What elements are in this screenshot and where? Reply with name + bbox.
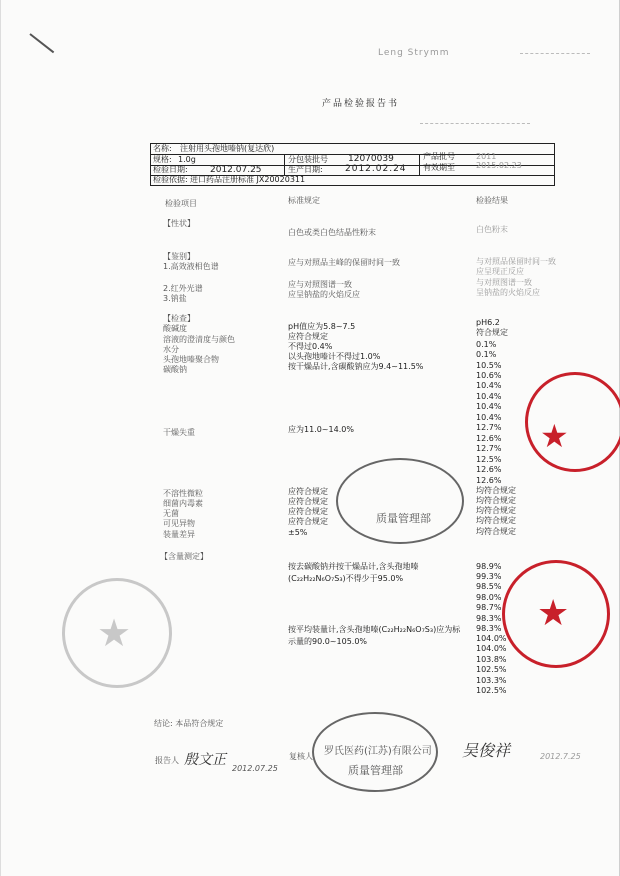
id-std-0: 应与对照品主峰的保留时间一致 <box>288 258 400 267</box>
check-std-4: 按干燥品计,含碳酸钠应为9.4~11.5% <box>288 362 424 371</box>
assay-res2-3: 103.8% <box>476 655 507 664</box>
date-label: 检验日期: <box>153 165 188 174</box>
assay-res2-4: 102.5% <box>476 665 507 674</box>
other-item-2: 无菌 <box>163 509 179 518</box>
approver-signature: 吴俊祥 <box>462 741 511 760</box>
check-res-1: 符合规定 <box>476 328 508 337</box>
reporter-date: 2012.07.25 <box>232 764 278 773</box>
other-res-4: 均符合规定 <box>476 527 516 536</box>
check-std-2: 不得过0.4% <box>288 342 333 351</box>
standard-value: 进口药品注册标准 JX20020311 <box>190 175 306 184</box>
report-no-line <box>420 123 530 124</box>
red-stamp-right-mid: ★ <box>502 560 610 668</box>
company-top: Leng Strymm <box>378 48 450 58</box>
carbonate-res-4: 10.4% <box>476 413 502 422</box>
id-res-2: 呈钠盐的火焰反应 <box>476 288 540 297</box>
conclusion: 结论: 本品符合规定 <box>154 719 224 728</box>
assay-res1-0: 98.9% <box>476 562 502 571</box>
batch-label: 分包装批号 <box>288 155 328 164</box>
assay-std2: 按平均装量计,含头孢地嗪(C₂₂H₂₂N₆O₇S₃)应为标 <box>288 625 461 634</box>
reporter-label: 报告人 <box>155 756 179 765</box>
other-res-2: 均符合规定 <box>476 506 516 515</box>
col-standard: 标准规定 <box>288 196 320 205</box>
assay-res1-3: 98.0% <box>476 593 502 602</box>
other-item-0: 不溶性微粒 <box>163 489 203 498</box>
carbonate-res-1: 10.4% <box>476 381 502 390</box>
standard-label: 检验依据: <box>153 175 188 184</box>
assay-res2-0: 98.3% <box>476 624 502 633</box>
id-item-1: 2.红外光谱 <box>163 284 203 293</box>
check-res-0: pH6.2 <box>476 318 500 327</box>
check-item-1: 溶液的澄清度与颜色 <box>163 335 235 344</box>
section-assay: 【含量测定】 <box>160 552 208 561</box>
section-appearance: 【性状】 <box>163 219 195 228</box>
date-value: 2012.07.25 <box>210 165 262 175</box>
other-item-4: 装量差异 <box>163 530 195 539</box>
id-item-2: 3.钠盐 <box>163 294 187 303</box>
carbonate-res-3: 10.4% <box>476 402 502 411</box>
section-identification: 【鉴别】 <box>163 252 195 261</box>
id-item-0: 1.高效液相色谱 <box>163 262 219 271</box>
section-inspection: 【检查】 <box>163 314 195 323</box>
spec-value: 1.0g <box>178 155 196 164</box>
other-res-3: 均符合规定 <box>476 516 516 525</box>
assay-res1-1: 99.3% <box>476 572 502 581</box>
id-res-0: 与对照品保留时间一致 <box>476 257 556 266</box>
other-res-0: 均符合规定 <box>476 486 516 495</box>
check-item-3: 头孢地嗪聚合物 <box>163 355 219 364</box>
gray-stamp-center: 质量管理部 <box>336 458 464 544</box>
assay-res2-1: 104.0% <box>476 634 507 643</box>
prod-date-label: 生产日期: <box>288 165 323 174</box>
check-res-3: 0.1% <box>476 350 497 359</box>
appearance-std: 白色或类白色结晶性粉末 <box>288 228 376 237</box>
name-label: 名称: <box>153 144 172 153</box>
other-std-2: 应符合规定 <box>288 507 328 516</box>
assay-std1: 按去碳酸钠并按干燥品计,含头孢地嗪 <box>288 562 419 571</box>
id-std-2: 应呈钠盐的火焰反应 <box>288 290 360 299</box>
other-res-1: 均符合规定 <box>476 496 516 505</box>
assay-res1-5: 98.3% <box>476 614 502 623</box>
other-item-3: 可见异物 <box>163 519 195 528</box>
assay-res2-2: 104.0% <box>476 644 507 653</box>
assay-res1-2: 98.5% <box>476 582 502 591</box>
reporter-signature: 殷文正 <box>184 752 226 768</box>
drying-res-4: 12.6% <box>476 465 502 474</box>
spec-label: 规格: <box>153 155 172 164</box>
assay-res1-4: 98.7% <box>476 603 502 612</box>
drying-res-0: 12.7% <box>476 423 502 432</box>
check-item-0: 酸碱度 <box>163 324 187 333</box>
approver-date: 2012.7.25 <box>540 752 581 761</box>
drying-res-1: 12.6% <box>476 434 502 443</box>
col-result: 检验结果 <box>476 196 508 205</box>
assay-std2b: 示量的90.0~105.0% <box>288 637 368 646</box>
report-title: 产品检验报告书 <box>322 99 400 109</box>
check-std-1: 应符合规定 <box>288 332 328 341</box>
other-std-3: 应符合规定 <box>288 517 328 526</box>
assay-res2-6: 102.5% <box>476 686 507 695</box>
gray-stamp-bottom: 罗氏医药(江苏)有限公司 质量管理部 <box>312 712 438 792</box>
check-item-2: 水分 <box>163 345 179 354</box>
id-res-extra: 应呈现正反应 <box>476 267 524 276</box>
appearance-res: 白色粉末 <box>476 225 508 234</box>
reviewer-label: 复核人 <box>289 752 313 761</box>
qty-value: 2011 <box>476 152 497 161</box>
expiry-value: 2015.02.23 <box>476 161 522 170</box>
top-dash <box>520 53 590 54</box>
assay-std1b: (C₂₂H₂₂N₆O₇S₃)不得少于95.0% <box>288 574 404 583</box>
qty-label: 产品批号 <box>423 152 455 161</box>
other-std-4: ±5% <box>288 528 308 537</box>
check-res-2: 0.1% <box>476 340 497 349</box>
check-std-3: 以头孢地嗪计不得过1.0% <box>288 352 381 361</box>
red-stamp-right-top: ★ <box>525 372 620 472</box>
other-std-1: 应符合规定 <box>288 497 328 506</box>
name-value: 注射用头孢地嗪钠(复达欣) <box>180 144 275 153</box>
drying-std: 应为11.0~14.0% <box>288 425 354 434</box>
id-std-1: 应与对照图谱一致 <box>288 280 352 289</box>
col-item: 检验项目 <box>165 199 197 208</box>
drying-item: 干燥失重 <box>163 428 195 437</box>
expiry-label: 有效期至 <box>423 163 455 172</box>
id-res-1: 与对照图谱一致 <box>476 278 532 287</box>
check-item-4: 碳酸钠 <box>163 365 187 374</box>
other-std-0: 应符合规定 <box>288 487 328 496</box>
batch-value: 12070039 <box>348 154 394 164</box>
check-res-4: 10.5% <box>476 361 502 370</box>
check-std-0: pH值应为5.8~7.5 <box>288 322 356 331</box>
drying-res-2: 12.7% <box>476 444 502 453</box>
prod-date-value: 2012.02.24 <box>345 164 407 174</box>
carbonate-res-0: 10.6% <box>476 371 502 380</box>
gray-stamp-left: ★ <box>62 578 172 688</box>
carbonate-res-2: 10.4% <box>476 392 502 401</box>
assay-res2-5: 103.3% <box>476 676 507 685</box>
drying-res-5: 12.6% <box>476 476 502 485</box>
other-item-1: 细菌内毒素 <box>163 499 203 508</box>
drying-res-3: 12.5% <box>476 455 502 464</box>
